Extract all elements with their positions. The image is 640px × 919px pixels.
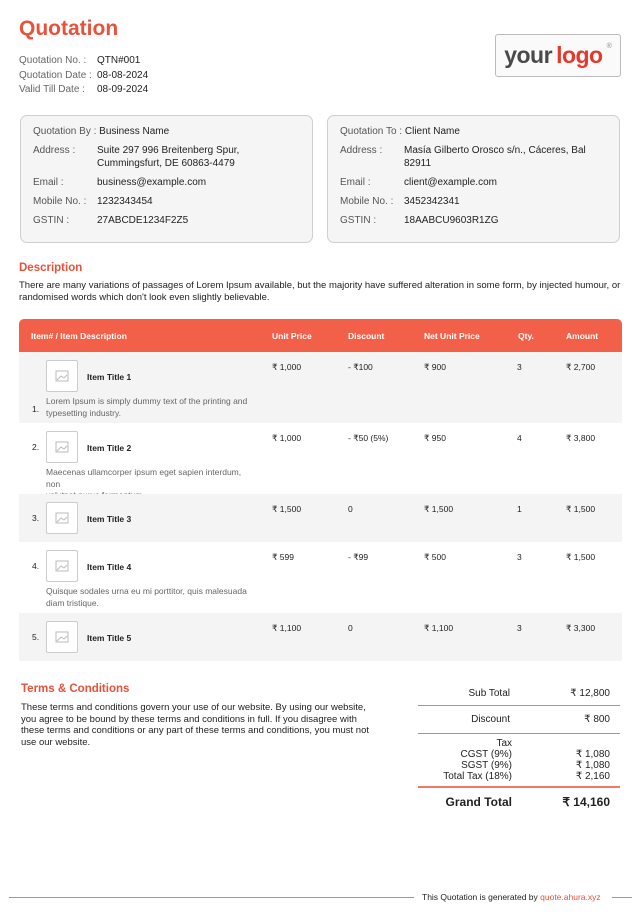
row-number: 5. <box>32 632 40 642</box>
item-description <box>46 396 256 419</box>
item-title: Item Title 1 <box>87 372 132 382</box>
footer-text: This Quotation is generated by <box>422 892 538 902</box>
item-description-line: Maecenas ullamcorper ipsum eget sapien interdum, non <box>46 467 242 489</box>
quantity: 4 <box>517 433 522 443</box>
meta-row <box>19 54 148 69</box>
amount: ₹ 3,800 <box>566 433 596 443</box>
grand-total-label: Grand Total <box>445 795 512 809</box>
image-placeholder-icon <box>46 621 78 653</box>
item-description-line: typesetting industry. <box>46 407 121 418</box>
meta-key: Valid Till Date : <box>19 84 85 95</box>
description-heading: Description <box>19 262 83 274</box>
description-text: There are many variations of passages of Lorem Ipsum available, but the majority have suffered alteration in some form, by injected humour, or randomised words which don't look even slightly believable. <box>19 280 621 303</box>
logo-word-your: your <box>504 42 553 68</box>
sub-total-label: Sub Total <box>468 688 510 699</box>
footer-note <box>422 892 601 902</box>
meta-row <box>19 69 148 84</box>
cgst-label: CGST (9%) <box>460 749 512 760</box>
header-amount: Amount <box>566 331 599 341</box>
discount: 0 <box>348 504 353 514</box>
table-row <box>19 423 622 494</box>
address-label: Address : <box>33 145 76 156</box>
mobile-label: Mobile No. : <box>340 196 394 207</box>
net-unit-price: ₹ 1,500 <box>424 504 454 514</box>
business-gstin: 27ABCDE1234F2Z5 <box>97 215 189 226</box>
net-unit-price: ₹ 500 <box>424 552 446 562</box>
footer-divider <box>612 897 632 898</box>
address-line: Suite 297 996 Breitenberg Spur, <box>97 145 240 156</box>
unit-price: ₹ 599 <box>272 552 294 562</box>
tax-label: Tax <box>496 738 512 749</box>
client-mobile: 3452342341 <box>404 196 460 207</box>
sub-total-row <box>418 683 620 705</box>
quotation-by-label: Quotation By : <box>33 126 97 137</box>
unit-price: ₹ 1,100 <box>272 623 302 633</box>
meta-value: 08-08-2024 <box>97 69 149 81</box>
client-gstin: 18AABCU9603R1ZG <box>404 215 499 226</box>
net-unit-price: ₹ 900 <box>424 362 446 372</box>
table-row <box>19 542 622 613</box>
quantity: 3 <box>517 552 522 562</box>
discount-label: Discount <box>471 714 510 725</box>
meta-value: QTN#001 <box>97 55 141 66</box>
image-placeholder-icon <box>46 550 78 582</box>
table-header <box>19 319 622 352</box>
mobile-label: Mobile No. : <box>33 196 87 207</box>
meta-key: Quotation Date : <box>19 69 92 81</box>
item-title: Item Title 3 <box>87 514 132 524</box>
discount: - ₹99 <box>348 552 369 562</box>
quotation-to-label: Quotation To : <box>340 126 403 137</box>
row-number: 1. <box>32 404 40 414</box>
discount-value: ₹ 800 <box>584 714 610 725</box>
image-placeholder-icon <box>46 431 78 463</box>
item-description-line: Quisque sodales urna eu mi porttitor, quis malesuada <box>46 586 247 596</box>
total-tax-value: ₹ 2,160 <box>575 771 610 782</box>
item-description-line: diam tristique. <box>46 597 99 608</box>
meta-value: 08-09-2024 <box>97 84 149 95</box>
quantity: 1 <box>517 504 522 514</box>
quotation-to-card <box>327 115 620 243</box>
client-name: Client Name <box>404 126 460 137</box>
header-item: Item# / Item Description <box>31 331 127 341</box>
company-logo <box>495 34 621 77</box>
sub-total-value: ₹ 12,800 <box>570 688 610 699</box>
gstin-label: GSTIN : <box>340 215 377 226</box>
row-number: 4. <box>32 561 40 571</box>
terms-heading: Terms & Conditions <box>21 683 130 695</box>
item-description-line: Lorem Ipsum is simply dummy text of the printing and <box>46 396 248 406</box>
email-label: Email : <box>33 177 64 188</box>
item-title: Item Title 4 <box>87 562 132 572</box>
table-row <box>19 613 622 661</box>
item-title: Item Title 5 <box>87 633 132 643</box>
address-line: 82911 <box>404 158 432 169</box>
unit-price: ₹ 1,500 <box>272 504 302 514</box>
address-line: Masía Gilberto Orosco s/n., Cáceres, Bal <box>404 145 586 156</box>
discount: - ₹50 (5%) <box>348 433 389 443</box>
quotation-meta <box>19 54 148 98</box>
logo-registered-mark: ® <box>606 43 612 50</box>
tax-block <box>418 734 620 786</box>
totals-panel <box>418 683 620 816</box>
document-title: Quotation <box>19 17 119 40</box>
meta-row <box>19 83 148 98</box>
business-name: Business Name <box>99 126 170 137</box>
logo-word-logo: logo <box>556 42 603 68</box>
business-mobile: 1232343454 <box>97 196 153 207</box>
header-discount: Discount <box>348 331 385 341</box>
email-label: Email : <box>340 177 371 188</box>
header-unit-price: Unit Price <box>272 331 312 341</box>
grand-total-row <box>418 788 620 816</box>
sgst-label: SGST (9%) <box>461 760 512 771</box>
sgst-value: ₹ 1,080 <box>575 760 610 771</box>
cgst-value: ₹ 1,080 <box>575 749 610 760</box>
table-row <box>19 494 622 542</box>
meta-key: Quotation No. : <box>19 55 87 66</box>
items-table <box>19 319 622 661</box>
amount: ₹ 1,500 <box>566 504 596 514</box>
image-placeholder-icon <box>46 360 78 392</box>
item-title: Item Title 2 <box>87 443 132 453</box>
discount-row <box>418 706 620 733</box>
header-qty: Qty. <box>518 331 534 341</box>
business-email: business@example.com <box>97 177 207 188</box>
terms-text: These terms and conditions govern your use of our website. By using our website, you agree to be bound by these terms and conditions in full. If you disagree with these terms and conditions or any part of these terms and conditions, you must not use our website. <box>21 702 369 748</box>
address-label: Address : <box>340 145 383 156</box>
item-description <box>46 586 256 609</box>
grand-total-value: ₹ 14,160 <box>562 795 610 809</box>
quantity: 3 <box>517 362 522 372</box>
discount: - ₹100 <box>348 362 373 372</box>
amount: ₹ 2,700 <box>566 362 596 372</box>
client-email: client@example.com <box>404 177 497 188</box>
footer-link[interactable]: quote.ahura.xyz <box>540 892 601 902</box>
image-placeholder-icon <box>46 502 78 534</box>
header-net-unit-price: Net Unit Price <box>424 331 480 341</box>
unit-price: ₹ 1,000 <box>272 433 302 443</box>
row-number: 2. <box>32 442 40 452</box>
amount: ₹ 3,300 <box>566 623 596 633</box>
unit-price: ₹ 1,000 <box>272 362 302 372</box>
net-unit-price: ₹ 950 <box>424 433 446 443</box>
total-tax-label: Total Tax (18%) <box>443 771 512 782</box>
gstin-label: GSTIN : <box>33 215 70 226</box>
row-number: 3. <box>32 513 40 523</box>
discount: 0 <box>348 623 353 633</box>
net-unit-price: ₹ 1,100 <box>424 623 454 633</box>
table-row <box>19 352 622 423</box>
footer-divider <box>9 897 414 898</box>
quotation-by-card <box>20 115 313 243</box>
quantity: 3 <box>517 623 522 633</box>
address-line: Cummingsfurt, DE 60863-4479 <box>97 158 235 169</box>
amount: ₹ 1,500 <box>566 552 596 562</box>
